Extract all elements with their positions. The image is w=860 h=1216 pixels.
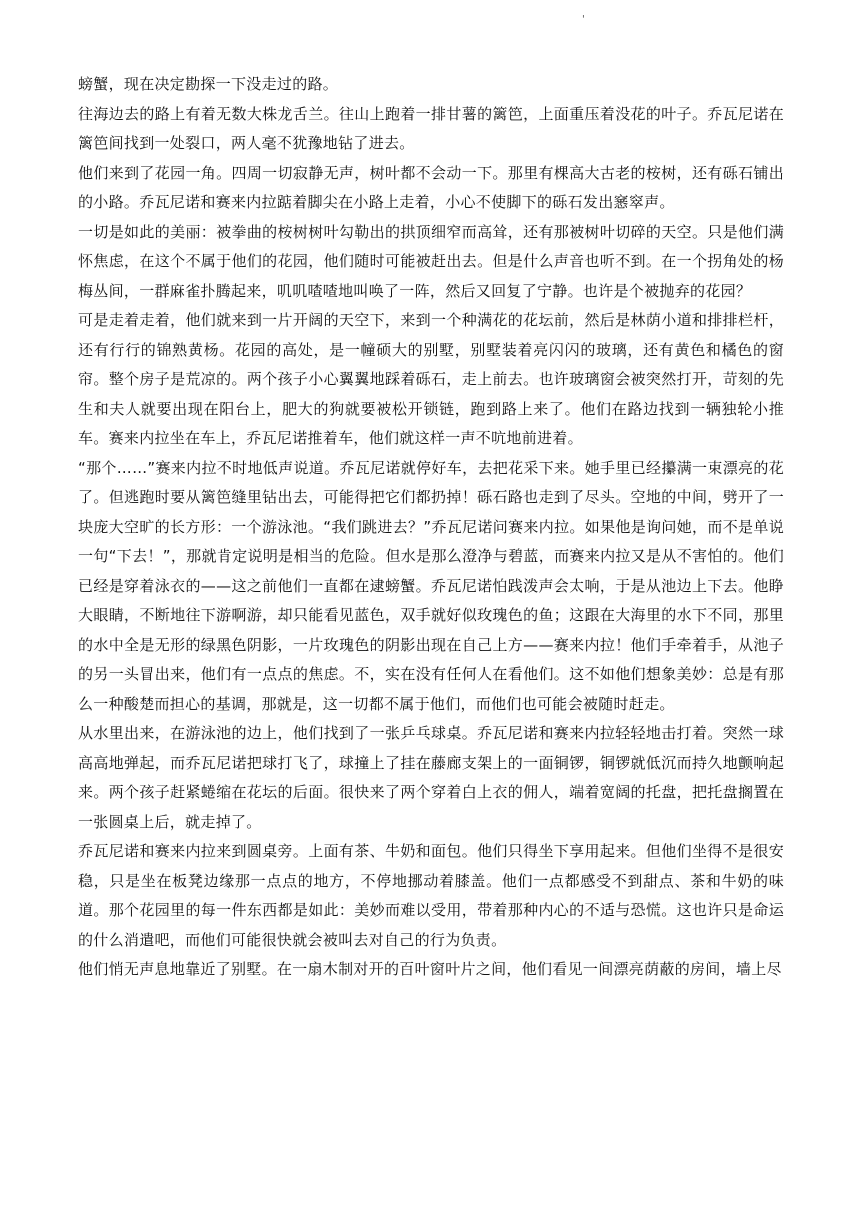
document-body	[78, 70, 784, 985]
paragraph: 乔瓦尼诺和赛来内拉来到圆桌旁。上面有茶、牛奶和面包。他们只得坐下享用起来。但他们坐得不是很安稳，只是坐在板凳边缘那一点点的地方，不停地挪动着膝盖。他们一点都感受不到甜点、茶和牛奶的味道。那个花园里的每一件东西都是如此：美妙而难以受用，带着那种内心的不适与恐慌。这也许只是命运的什么消遣吧，而他们可能很快就会被叫去对自己的行为负责。	[78, 842, 784, 949]
paragraph: 往海边去的路上有着无数大株龙舌兰。往山上跑着一排甘薯的篱笆，上面重压着没花的叶子。乔瓦尼诺在篱笆间找到一处裂口，两人毫不犹豫地钻了进去。	[78, 104, 784, 152]
paragraph: 他们悄无声息地靠近了别墅。在一扇木制对开的百叶窗叶片之间，他们看见一间漂亮荫蔽的房间，墙上尽	[78, 960, 782, 978]
paragraph: “那个……”赛来内拉不时地低声说道。乔瓦尼诺就停好车，去把花采下来。她手里已经攥满一束漂亮的花了。但逃跑时要从篱笆缝里钻出去，可能得把它们都扔掉！砾石路也走到了尽头。空地的中间，劈开了一块庞大空旷的长方形：一个游泳池。“我们跳进去？”乔瓦尼诺问赛来内拉。如果他是询问她，而不是单说一句“下去！”，那就肯定说明是相当的危险。但水是那么澄净与碧蓝，而赛来内拉又是从不害怕的。他们已经是穿着泳衣的——这之前他们一直都在逮螃蟹。乔瓦尼诺怕践泼声会太响，于是从池边上下去。他睁大眼睛，不断地往下游啊游，却只能看见蓝色，双手就好似玫瑰色的鱼；这跟在大海里的水下不同，那里的水中全是无形的绿黑色阴影，一片玫瑰色的阴影出现在自己上方——赛来内拉！他们手牵着手，从池子的另一头冒出来，他们有一点点的焦虑。不，实在没有任何人在看他们。这不如他们想象美妙：总是有那么一种酸楚而担心的基调，那就是，这一切都不属于他们，而他们也可能会被随时赶走。	[78, 458, 784, 713]
paragraph: 他们来到了花园一角。四周一切寂静无声，树叶都不会动一下。那里有棵高大古老的桉树，还有砾石铺出的小路。乔瓦尼诺和赛来内拉踮着脚尖在小路上走着，小心不使脚下的砾石发出窸窣声。	[78, 163, 784, 211]
paragraph: 从水里出来，在游泳池的边上，他们找到了一张乒乓球桌。乔瓦尼诺和赛来内拉轻轻地击打着。突然一球高高地弹起，而乔瓦尼诺把球打飞了，球撞上了挂在藤廊支架上的一面铜锣，铜锣就低沉而持久地颤响起来。两个孩子赶紧蜷缩在花坛的后面。很快来了两个穿着白上衣的佣人，端着宽阔的托盘，把托盘搁置在一张圆桌上后，就走掉了。	[78, 724, 784, 831]
header-mark: '	[582, 14, 585, 25]
paragraph: 一切是如此的美丽：被拳曲的桉树树叶勾勒出的拱顶细窄而高耸，还有那被树叶切碎的天空。只是他们满怀焦虑，在这个不属于他们的花园，他们随时可能被赶出去。但是什么声音也听不到。在一个拐角处的杨梅丛间，一群麻雀扑腾起来，叽叽喳喳地叫唤了一阵，然后又回复了宁静。也许是个被抛弃的花园？	[78, 222, 784, 300]
paragraph: 螃蟹，现在决定勘探一下没走过的路。	[78, 75, 339, 93]
paragraph: 可是走着走着，他们就来到一片开阔的天空下，来到一个种满花的花坛前，然后是林荫小道和排排栏杆，还有行行的锦熟黄杨。花园的高处，是一幢硕大的别墅，别墅装着亮闪闪的玻璃，还有黄色和橘色的窗帘。整个房子是荒凉的。两个孩子小心翼翼地踩着砾石，走上前去。也许玻璃窗会被突然打开，苛刻的先生和夫人就要出现在阳台上，肥大的狗就要被松开锁链，跑到路上来了。他们在路边找到一辆独轮小推车。赛来内拉坐在车上，乔瓦尼诺推着车，他们就这样一声不吭地前进着。	[78, 311, 784, 447]
